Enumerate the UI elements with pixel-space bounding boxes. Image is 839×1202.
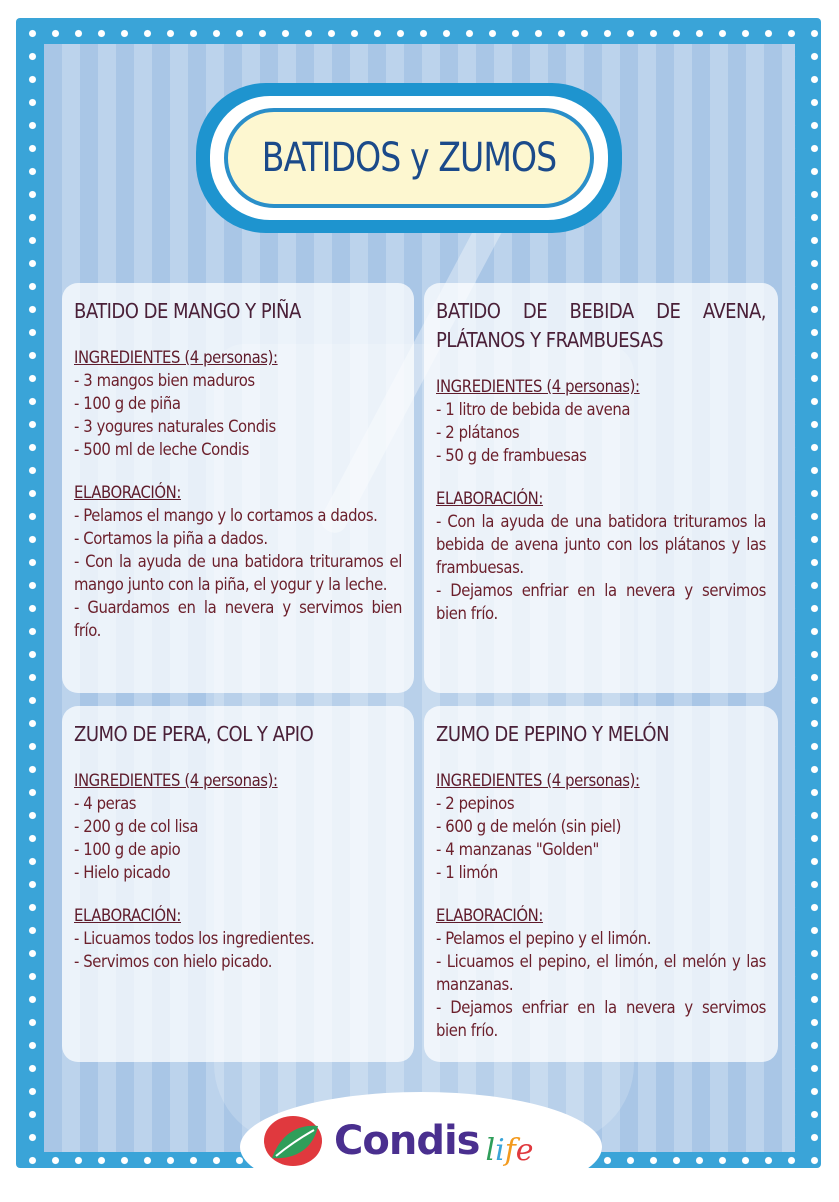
method-heading: ELABORACIÓN:: [74, 906, 181, 925]
ingredient-item: - 100 g de piña: [74, 394, 181, 413]
brand-logo: [262, 1108, 582, 1174]
recipe-card-avena-platanos: [424, 283, 778, 693]
recipe-title: BATIDO DE MANGO Y PIÑA: [74, 299, 301, 323]
method-heading: ELABORACIÓN:: [436, 489, 543, 508]
ingredient-item: - Hielo picado: [74, 863, 171, 882]
page-title: BATIDOS y ZUMOS: [261, 135, 557, 181]
brand-sub: [485, 1133, 533, 1168]
ingredient-item: - 4 peras: [74, 794, 137, 813]
ingredients-heading: INGREDIENTES (4 personas):: [436, 377, 640, 396]
brand-sub-letter: f: [504, 1132, 516, 1168]
ingredients-heading: INGREDIENTES (4 personas):: [74, 348, 278, 367]
recipe-card-pera-col-apio: [62, 706, 414, 1062]
method-step: - Dejamos enfriar en la nevera y servimos bien frío.: [436, 581, 766, 623]
method-step: - Con la ayuda de una batidora trituramos el mango junto con la piña, el yogur y la leche.: [74, 552, 402, 594]
brand-name: Condis: [334, 1118, 480, 1164]
ingredient-item: - 4 manzanas "Golden": [436, 840, 599, 859]
recipe-card-mango-pina: [62, 283, 414, 693]
method-step: - Dejamos enfriar en la nevera y servimos bien frío.: [436, 998, 766, 1040]
method-step: - Pelamos el mango y lo cortamos a dados.: [74, 506, 378, 525]
method-step: - Pelamos el pepino y el limón.: [436, 929, 652, 948]
method-heading: ELABORACIÓN:: [436, 906, 543, 925]
brand-sub-letter: i: [495, 1132, 505, 1168]
ingredient-item: - 2 pepinos: [436, 794, 515, 813]
method-heading: ELABORACIÓN:: [74, 483, 181, 502]
recipe-title: ZUMO DE PERA, COL Y APIO: [74, 722, 314, 746]
ingredient-item: - 50 g de frambuesas: [436, 446, 587, 465]
method-step: - Guardamos en la nevera y servimos bien frío.: [74, 598, 402, 640]
ingredients-heading: INGREDIENTES (4 personas):: [74, 771, 278, 790]
ingredient-item: - 600 g de melón (sin piel): [436, 817, 622, 836]
ingredient-item: - 500 ml de leche Condis: [74, 440, 249, 459]
method-step: - Con la ayuda de una batidora trituramos la bebida de avena junto con los plátanos y las frambuesas.: [436, 512, 766, 577]
brand-sub-letter: e: [515, 1132, 534, 1168]
title-badge: [224, 108, 594, 208]
ingredient-item: - 3 mangos bien maduros: [74, 371, 255, 390]
leaf-logo-icon: [262, 1114, 324, 1168]
method-step: - Cortamos la piña a dados.: [74, 529, 268, 548]
method-step: - Licuamos el pepino, el limón, el melón y las manzanas.: [436, 952, 766, 994]
ingredient-item: - 1 limón: [436, 863, 498, 882]
recipe-title: BATIDO DE BEBIDA DE AVENA, PLÁTANOS Y FRAMBUESAS: [436, 299, 766, 352]
recipe-card-pepino-melon: [424, 706, 778, 1062]
ingredient-item: - 200 g de col lisa: [74, 817, 199, 836]
ingredients-heading: INGREDIENTES (4 personas):: [436, 771, 640, 790]
ingredient-item: - 2 plátanos: [436, 423, 520, 442]
brand-sub-letter: l: [485, 1132, 496, 1168]
ingredient-item: - 3 yogures naturales Condis: [74, 417, 276, 436]
ingredient-item: - 1 litro de bebida de avena: [436, 400, 631, 419]
method-step: - Servimos con hielo picado.: [74, 952, 273, 971]
ingredient-item: - 100 g de apio: [74, 840, 181, 859]
recipe-title: ZUMO DE PEPINO Y MELÓN: [436, 722, 670, 746]
method-step: - Licuamos todos los ingredientes.: [74, 929, 315, 948]
